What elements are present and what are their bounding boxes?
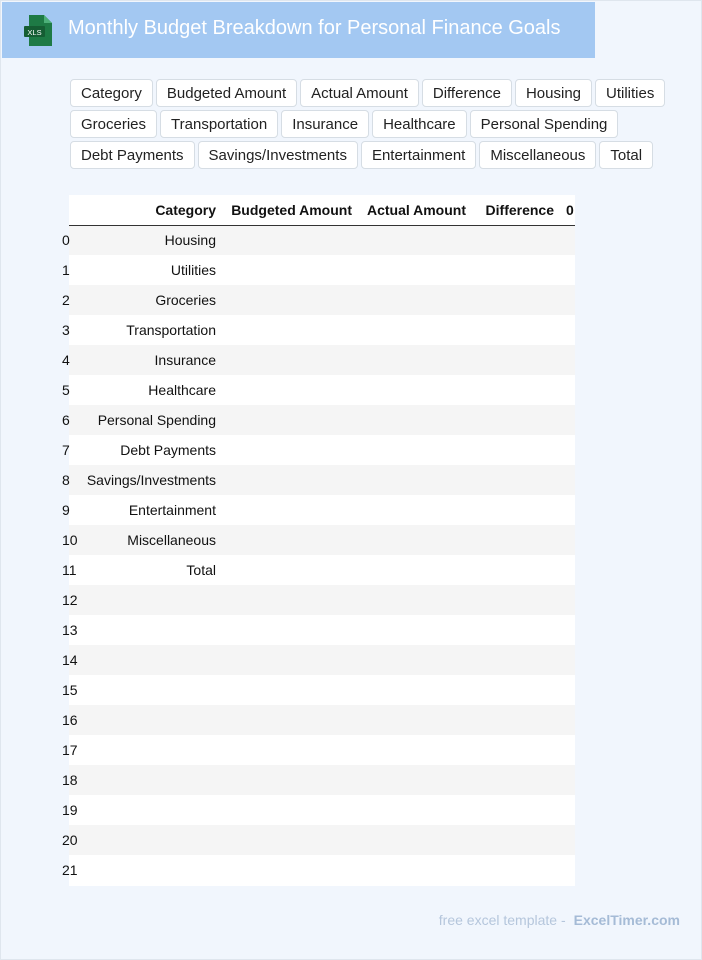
row-index: 11 bbox=[62, 562, 77, 578]
empty-cell bbox=[358, 825, 472, 855]
column-header: 0 bbox=[560, 195, 575, 225]
empty-cell bbox=[560, 495, 575, 525]
tag-budgeted-amount[interactable]: Budgeted Amount bbox=[156, 79, 297, 107]
row-index: 1 bbox=[62, 262, 70, 278]
row-index: 15 bbox=[62, 682, 78, 698]
category-cell: Entertainment bbox=[128, 502, 216, 518]
tag-entertainment[interactable]: Entertainment bbox=[361, 141, 476, 169]
empty-cell bbox=[472, 255, 560, 285]
table-row bbox=[69, 525, 575, 555]
empty-cell bbox=[560, 645, 575, 675]
category-tags bbox=[70, 79, 670, 169]
category-cell: Savings/Investments bbox=[86, 472, 216, 488]
row-index: 8 bbox=[62, 472, 70, 488]
empty-cell bbox=[560, 285, 575, 315]
column-header: Budgeted Amount bbox=[222, 195, 358, 225]
empty-cell bbox=[560, 825, 575, 855]
empty-cell bbox=[472, 495, 560, 525]
table-row bbox=[69, 435, 575, 465]
empty-cell bbox=[358, 405, 472, 435]
empty-cell bbox=[472, 405, 560, 435]
category-cell: Transportation bbox=[126, 322, 216, 338]
empty-cell bbox=[472, 285, 560, 315]
empty-cell bbox=[222, 495, 358, 525]
empty-cell bbox=[560, 795, 575, 825]
tag-category[interactable]: Category bbox=[70, 79, 153, 107]
empty-cell bbox=[358, 765, 472, 795]
empty-cell bbox=[472, 645, 560, 675]
row-index: 7 bbox=[62, 442, 70, 458]
column-header: Category bbox=[74, 195, 222, 225]
empty-cell bbox=[358, 465, 472, 495]
column-header: Actual Amount bbox=[358, 195, 472, 225]
table-row bbox=[69, 855, 575, 885]
empty-cell bbox=[222, 225, 358, 255]
row-index: 9 bbox=[62, 502, 70, 518]
empty-cell bbox=[358, 435, 472, 465]
empty-cell bbox=[472, 795, 560, 825]
table-header-row bbox=[69, 195, 575, 225]
table-row bbox=[69, 255, 575, 285]
tag-housing[interactable]: Housing bbox=[515, 79, 592, 107]
empty-cell bbox=[222, 285, 358, 315]
empty-cell bbox=[222, 465, 358, 495]
empty-cell bbox=[222, 645, 358, 675]
category-cell bbox=[74, 675, 222, 705]
category-cell bbox=[74, 765, 222, 795]
empty-cell bbox=[358, 585, 472, 615]
empty-cell bbox=[358, 285, 472, 315]
empty-cell bbox=[222, 825, 358, 855]
row-index: 3 bbox=[62, 322, 70, 338]
empty-cell bbox=[222, 795, 358, 825]
category-cell: Total bbox=[186, 562, 216, 578]
empty-cell bbox=[472, 585, 560, 615]
table-row bbox=[69, 405, 575, 435]
empty-cell bbox=[472, 735, 560, 765]
empty-cell bbox=[222, 735, 358, 765]
table-row bbox=[69, 285, 575, 315]
tag-utilities[interactable]: Utilities bbox=[595, 79, 665, 107]
tag-miscellaneous[interactable]: Miscellaneous bbox=[479, 141, 596, 169]
row-index: 2 bbox=[62, 292, 70, 308]
category-cell: Groceries bbox=[155, 292, 216, 308]
row-index: 12 bbox=[62, 592, 78, 608]
empty-cell bbox=[560, 765, 575, 795]
row-index: 14 bbox=[62, 652, 78, 668]
empty-cell bbox=[472, 855, 560, 885]
empty-cell bbox=[472, 375, 560, 405]
empty-cell bbox=[358, 555, 472, 585]
empty-cell bbox=[560, 435, 575, 465]
row-index: 16 bbox=[62, 712, 78, 728]
empty-cell bbox=[358, 735, 472, 765]
empty-cell bbox=[560, 255, 575, 285]
empty-cell bbox=[358, 255, 472, 285]
category-cell bbox=[74, 585, 222, 615]
empty-cell bbox=[222, 405, 358, 435]
table-row bbox=[69, 645, 575, 675]
empty-cell bbox=[222, 705, 358, 735]
empty-cell bbox=[472, 315, 560, 345]
empty-cell bbox=[560, 855, 575, 885]
empty-cell bbox=[358, 495, 472, 525]
category-cell bbox=[74, 645, 222, 675]
category-cell bbox=[74, 705, 222, 735]
row-index: 5 bbox=[62, 382, 70, 398]
empty-cell bbox=[560, 315, 575, 345]
category-cell bbox=[74, 735, 222, 765]
empty-cell bbox=[222, 525, 358, 555]
empty-cell bbox=[222, 855, 358, 885]
empty-cell bbox=[222, 375, 358, 405]
table-row bbox=[69, 825, 575, 855]
row-index: 13 bbox=[62, 622, 78, 638]
category-cell bbox=[74, 825, 222, 855]
empty-cell bbox=[560, 345, 575, 375]
empty-cell bbox=[358, 615, 472, 645]
row-index: 10 bbox=[62, 532, 78, 548]
budget-table-container bbox=[62, 195, 575, 886]
empty-cell bbox=[358, 375, 472, 405]
table-row bbox=[69, 555, 575, 585]
empty-cell bbox=[560, 555, 575, 585]
tag-total[interactable]: Total bbox=[599, 141, 653, 169]
category-cell: Debt Payments bbox=[120, 442, 216, 458]
category-cell: Miscellaneous bbox=[127, 532, 216, 548]
row-index: 0 bbox=[62, 232, 70, 249]
category-cell: Healthcare bbox=[148, 382, 216, 398]
empty-cell bbox=[222, 765, 358, 795]
empty-cell bbox=[472, 825, 560, 855]
table-row bbox=[69, 765, 575, 795]
tag-debt-payments[interactable]: Debt Payments bbox=[70, 141, 195, 169]
empty-cell bbox=[222, 255, 358, 285]
empty-cell bbox=[560, 405, 575, 435]
empty-cell bbox=[358, 795, 472, 825]
empty-cell bbox=[222, 555, 358, 585]
empty-cell bbox=[560, 675, 575, 705]
empty-cell bbox=[560, 705, 575, 735]
tag-difference[interactable]: Difference bbox=[422, 79, 512, 107]
empty-cell bbox=[560, 735, 575, 765]
empty-cell bbox=[222, 615, 358, 645]
row-index: 6 bbox=[62, 412, 70, 428]
table-row bbox=[69, 795, 575, 825]
table-row bbox=[69, 735, 575, 765]
empty-cell bbox=[472, 615, 560, 645]
empty-cell bbox=[222, 315, 358, 345]
row-index: 17 bbox=[62, 742, 78, 758]
column-header: Difference bbox=[472, 195, 560, 225]
tag-personal-spending[interactable]: Personal Spending bbox=[470, 110, 619, 138]
empty-cell bbox=[358, 225, 472, 255]
category-cell: Utilities bbox=[170, 262, 216, 278]
empty-cell bbox=[560, 225, 575, 255]
empty-cell bbox=[472, 225, 560, 255]
tag-savings-investments[interactable]: Savings/Investments bbox=[198, 141, 358, 169]
table-row bbox=[69, 375, 575, 405]
footer-brand-link[interactable]: ExcelTimer.com bbox=[573, 912, 680, 928]
footer bbox=[439, 912, 680, 928]
title-bar bbox=[2, 2, 595, 58]
table-row bbox=[69, 225, 575, 255]
empty-cell bbox=[358, 855, 472, 885]
empty-cell bbox=[222, 585, 358, 615]
row-index: 18 bbox=[62, 772, 78, 788]
empty-cell bbox=[222, 345, 358, 375]
table-row bbox=[69, 345, 575, 375]
table-row bbox=[69, 615, 575, 645]
empty-cell bbox=[358, 345, 472, 375]
empty-cell bbox=[560, 585, 575, 615]
empty-cell bbox=[222, 435, 358, 465]
category-cell: Personal Spending bbox=[97, 412, 216, 428]
table-row bbox=[69, 465, 575, 495]
empty-cell bbox=[472, 525, 560, 555]
footer-lead: free excel template - bbox=[438, 912, 566, 928]
empty-cell bbox=[560, 375, 575, 405]
empty-cell bbox=[358, 675, 472, 705]
row-index: 21 bbox=[62, 862, 78, 878]
empty-cell bbox=[222, 675, 358, 705]
tag-healthcare[interactable]: Healthcare bbox=[372, 110, 467, 138]
empty-cell bbox=[358, 525, 472, 555]
empty-cell bbox=[472, 345, 560, 375]
xls-file-icon bbox=[24, 15, 52, 46]
empty-cell bbox=[358, 315, 472, 345]
row-index: 4 bbox=[62, 352, 70, 368]
empty-cell bbox=[472, 675, 560, 705]
empty-cell bbox=[560, 465, 575, 495]
category-cell bbox=[74, 615, 222, 645]
empty-cell bbox=[472, 765, 560, 795]
category-cell bbox=[74, 855, 222, 885]
empty-cell bbox=[560, 615, 575, 645]
category-cell bbox=[74, 795, 222, 825]
table-row bbox=[69, 315, 575, 345]
tag-insurance[interactable]: Insurance bbox=[281, 110, 369, 138]
empty-cell bbox=[358, 645, 472, 675]
empty-cell bbox=[472, 465, 560, 495]
empty-cell bbox=[358, 705, 472, 735]
row-index: 20 bbox=[62, 832, 78, 848]
category-cell: Insurance bbox=[154, 352, 216, 368]
budget-table bbox=[62, 195, 575, 885]
row-index: 19 bbox=[62, 802, 78, 818]
table-row bbox=[69, 675, 575, 705]
page-title: Monthly Budget Breakdown for Personal Finance Goals bbox=[68, 17, 561, 39]
empty-cell bbox=[472, 435, 560, 465]
tag-groceries[interactable]: Groceries bbox=[70, 110, 157, 138]
tag-actual-amount[interactable]: Actual Amount bbox=[300, 79, 419, 107]
table-row bbox=[69, 495, 575, 525]
empty-cell bbox=[560, 525, 575, 555]
empty-cell bbox=[472, 555, 560, 585]
tag-transportation[interactable]: Transportation bbox=[160, 110, 278, 138]
empty-cell bbox=[472, 705, 560, 735]
category-cell: Housing bbox=[164, 232, 216, 249]
table-row bbox=[69, 585, 575, 615]
xls-icon-label: XLS bbox=[27, 28, 42, 37]
table-row bbox=[69, 705, 575, 735]
